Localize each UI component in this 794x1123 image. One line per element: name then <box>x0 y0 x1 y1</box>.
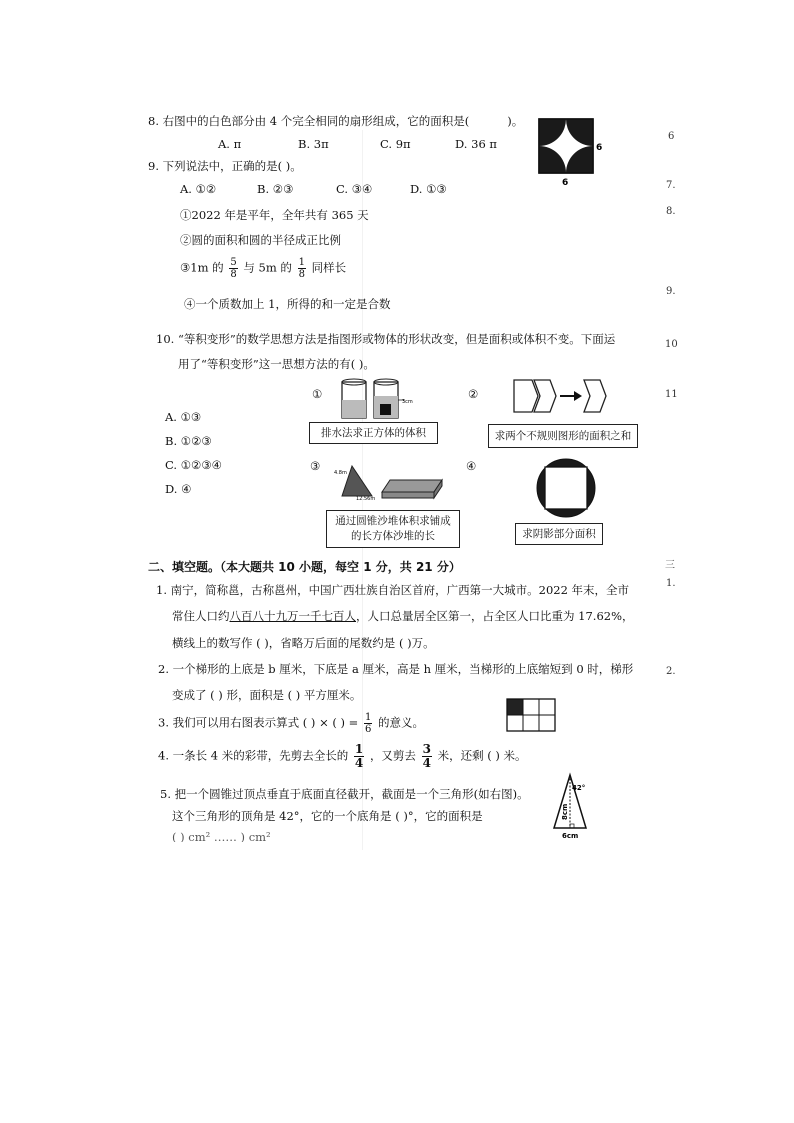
q10-figure-3-number: ③ <box>310 459 321 473</box>
water-displacement-figure <box>338 376 418 424</box>
q9-statement-2: ②圆的面积和圆的半径成正比例 <box>180 233 341 247</box>
q8-option-d: D. 36 π <box>455 137 497 151</box>
cone-base-label: 12.56m <box>356 496 376 502</box>
f1-line-3: 横线上的数写作 ( )，省略万后面的尾数约是 ( )万。 <box>172 636 435 650</box>
q10-caption-3: 通过圆锥沙堆体积求铺成 的长方体沙堆的长 <box>326 510 460 548</box>
q10-option-b: B. ①②③ <box>165 434 212 448</box>
edge-fragment-8: 1. <box>666 578 676 589</box>
water-level-label: 3cm <box>402 399 413 405</box>
q8-dim-right: 6 <box>596 143 603 153</box>
q10-figure-1-number: ① <box>312 387 323 401</box>
q8-option-b: B. 3π <box>298 137 329 151</box>
q10-option-c: C. ①②③④ <box>165 458 222 472</box>
f1-line-2: 常住人口约八百八十九万一千七百人，人口总量居全区第一，占全区人口比重为 17.62%， <box>172 609 634 623</box>
edge-fragment-4: 9. <box>666 286 676 297</box>
q8-dim-bottom: 6 <box>562 178 569 187</box>
f2-line-2: 变成了 ( ) 形，面积是 ( ) 平方厘米。 <box>172 688 362 702</box>
q8-option-c: C. 9π <box>380 137 411 151</box>
q9-option-c: C. ③④ <box>336 182 373 196</box>
height-label: 8cm <box>561 803 569 820</box>
q8-option-a: A. π <box>218 137 242 151</box>
f4-question: 4. 一条长 4 米的彩带，先剪去全长的 $\frac{1}{4}$ ，又剪去 $\frac{3}{4}$ 米，还剩 ( ) 米。 <box>158 742 527 770</box>
population-underlined: 八百八十九万一千七百人 <box>229 609 356 623</box>
edge-fragment-7: 三 <box>665 560 675 571</box>
q9-option-a: A. ①② <box>180 182 217 196</box>
f5-line-1: 5. 把一个圆锥过顶点垂直于底面直径截开，截面是一个三角形(如右图)。 <box>160 787 529 801</box>
q10-line-1: 10. “等积变形”的数学思想方法是指图形或物体的形状改变，但是面积或体积不变。下面运 <box>156 332 616 346</box>
q10-figure-2-number: ② <box>468 387 479 401</box>
cone-height-label: 4.8m <box>334 470 347 476</box>
f2-line-1: 2. 一个梯形的上底是 b 厘米，下底是 a 厘米，高是 h 厘米，当梯形的上底缩短到 0 时，梯形 <box>158 662 634 676</box>
q9-statement-3: ③1m 的 $\frac{5}{8}$ 与 5m 的 $\frac{1}{8}$ 同样长 <box>180 257 347 280</box>
f3-grid-figure <box>505 697 559 733</box>
edge-fragment-5: 10 <box>665 339 678 350</box>
q10-option-a: A. ①③ <box>165 410 202 424</box>
q10-option-d: D. ④ <box>165 482 192 496</box>
edge-fragment-9: 2. <box>666 666 676 677</box>
f1-line-1: 1. 南宁，简称邕，古称邕州，中国广西壮族自治区首府，广西第一大城市。2022 年末，全市 <box>156 583 630 597</box>
f3-question: 3. 我们可以用右图表示算式 ( ) × ( ) = $\frac{1}{6}$ 的意义。 <box>158 712 424 735</box>
edge-fragment-3: 8. <box>666 206 676 217</box>
cone-cross-section-figure <box>550 772 592 840</box>
q10-line-2: 用了“等积变形”这一思想方法的有( )。 <box>178 357 375 371</box>
sand-pile-figure <box>330 462 450 502</box>
q10-figure-4-number: ④ <box>466 459 477 473</box>
edge-fragment-1: 6 <box>668 131 675 142</box>
q9-option-d: D. ①③ <box>410 182 447 196</box>
q9-option-b: B. ②③ <box>257 182 294 196</box>
q9-statement-1: ①2022 年是平年，全年共有 365 天 <box>180 208 369 222</box>
q8-sector-figure <box>535 115 605 187</box>
edge-fragment-2: 7. <box>666 180 676 191</box>
apex-angle-label: 42° <box>572 784 586 792</box>
section-2-title: 二、填空题。（本大题共 10 小题，每空 1 分，共 21 分） <box>148 560 461 574</box>
q9-statement-4: ④一个质数加上 1，所得的和一定是合数 <box>184 297 391 311</box>
q8-question: 8. 右图中的白色部分由 4 个完全相同的扇形组成，它的面积是( )。 <box>148 114 524 128</box>
q10-caption-2: 求两个不规则图形的面积之和 <box>488 424 638 448</box>
base-label: 6cm <box>562 832 579 840</box>
circle-square-figure <box>532 456 602 522</box>
f5-line-3-cropped: ( ) cm² …… ) cm² <box>172 830 271 842</box>
f5-line-2: 这个三角形的顶角是 42°，它的一个底角是 ( )°，它的面积是 <box>172 809 483 823</box>
q10-caption-1: 排水法求正方体的体积 <box>309 422 438 444</box>
q9-question: 9. 下列说法中，正确的是( )。 <box>148 159 302 173</box>
edge-fragment-6: 11 <box>665 389 678 400</box>
irregular-shapes-figure <box>510 376 610 416</box>
q10-caption-4: 求阴影部分面积 <box>515 523 603 545</box>
